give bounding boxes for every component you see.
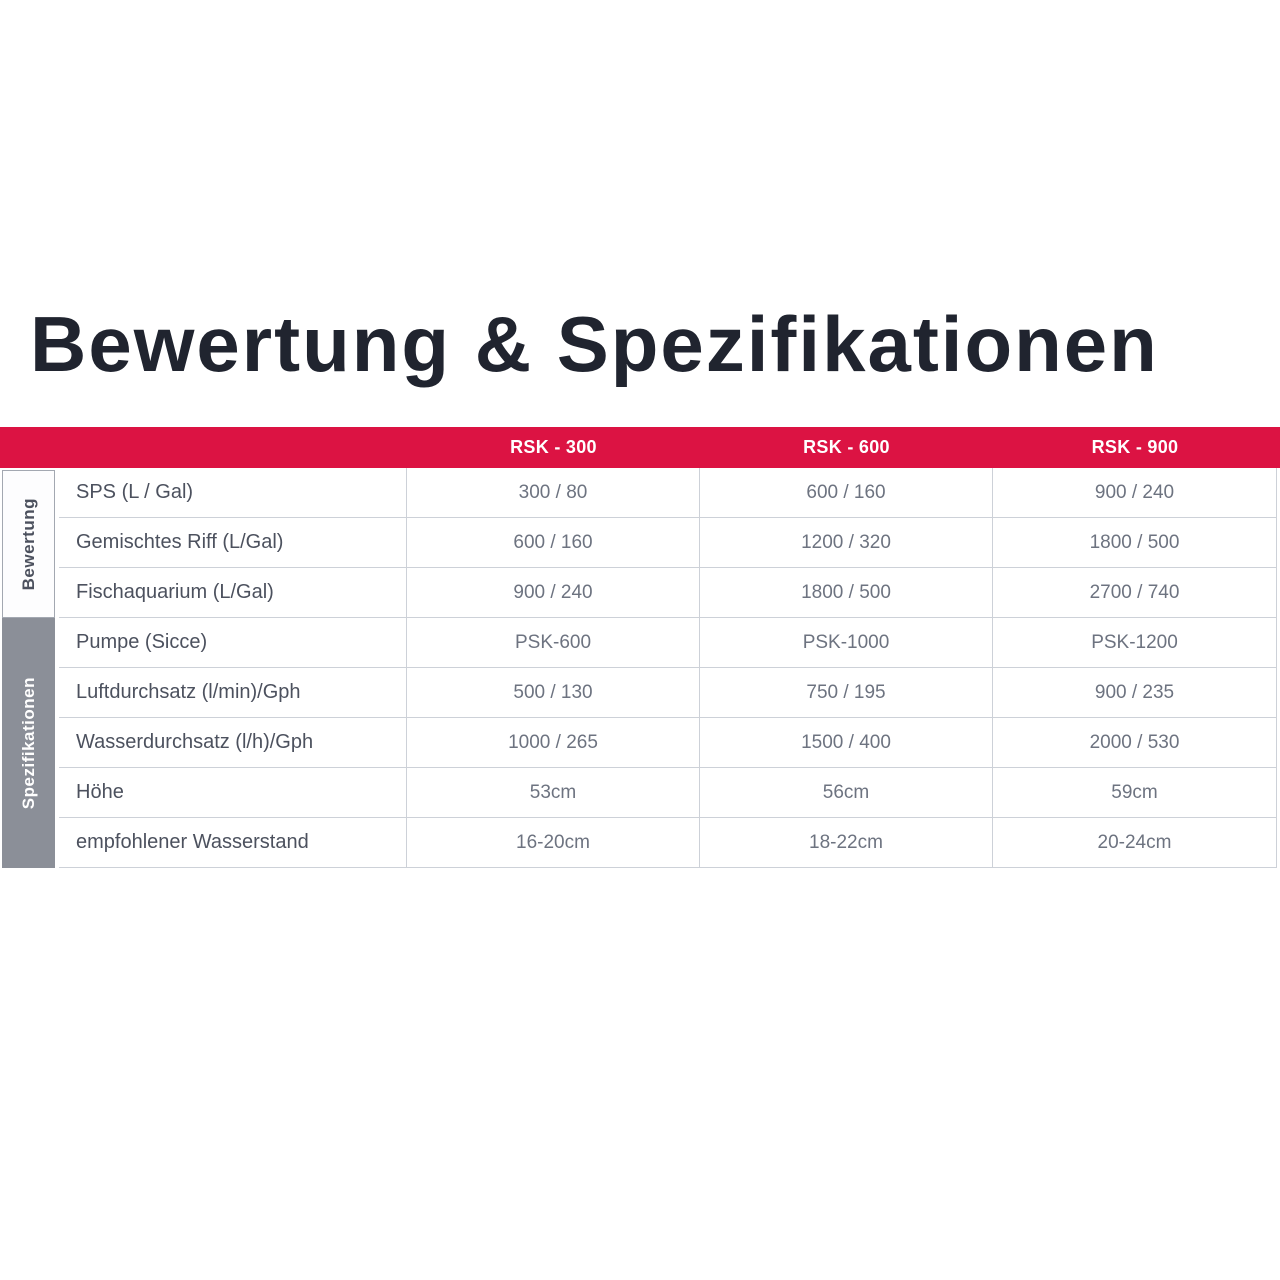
cell-value: 500 / 130: [407, 668, 700, 717]
cell-value: 18-22cm: [700, 818, 993, 867]
table-row-wasserstand: [59, 818, 1277, 868]
table-row-fischaquarium: [59, 568, 1277, 618]
group-label-bewertung: [2, 470, 55, 618]
cell-value: 1800 / 500: [993, 518, 1277, 567]
table-row-luftdurchsatz: [59, 668, 1277, 718]
row-label: Fischaquarium (L/Gal): [59, 568, 407, 617]
cell-value: 600 / 160: [407, 518, 700, 567]
column-header-rsk-600: RSK - 600: [803, 437, 890, 457]
cell-value: 750 / 195: [700, 668, 993, 717]
cell-value: 56cm: [700, 768, 993, 817]
row-label: SPS (L / Gal): [59, 468, 407, 517]
cell-value: 1000 / 265: [407, 718, 700, 767]
page-title: Bewertung & Spezifikationen: [30, 300, 1159, 388]
row-label: Höhe: [59, 768, 407, 817]
cell-value: PSK-1000: [700, 618, 993, 667]
row-label: Wasserdurchsatz (l/h)/Gph: [59, 718, 407, 767]
column-header-rsk-900: RSK - 900: [1091, 437, 1179, 457]
cell-value: 1800 / 500: [700, 568, 993, 617]
column-header-rsk-300: RSK - 300: [510, 437, 597, 457]
cell-value: 53cm: [407, 768, 700, 817]
row-label: Luftdurchsatz (l/min)/Gph: [59, 668, 407, 717]
cell-value: 600 / 160: [700, 468, 993, 517]
cell-value: 2700 / 740: [993, 568, 1277, 617]
cell-value: 2000 / 530: [993, 718, 1277, 767]
cell-value: 16-20cm: [407, 818, 700, 867]
row-label: Pumpe (Sicce): [59, 618, 407, 667]
group-label-text: Spezifikationen: [18, 676, 38, 810]
cell-value: PSK-600: [407, 618, 700, 667]
cell-value: 59cm: [993, 768, 1277, 817]
cell-value: 1200 / 320: [700, 518, 993, 567]
table-row-wasserdurchsatz: [59, 718, 1277, 768]
cell-value: 900 / 235: [993, 668, 1277, 717]
row-label: Gemischtes Riff (L/Gal): [59, 518, 407, 567]
cell-value: 1500 / 400: [700, 718, 993, 767]
table-row-gemischtes-riff: [59, 518, 1277, 568]
cell-value: PSK-1200: [993, 618, 1277, 667]
table-row-hoehe: [59, 768, 1277, 818]
cell-value: 900 / 240: [993, 468, 1277, 517]
group-label-spezifikationen: [2, 618, 55, 868]
cell-value: 300 / 80: [407, 468, 700, 517]
cell-value: 20-24cm: [993, 818, 1277, 867]
cell-value: 900 / 240: [407, 568, 700, 617]
table-row-pumpe: [59, 618, 1277, 668]
row-label: empfohlener Wasserstand: [59, 818, 407, 867]
group-label-text: Bewertung: [18, 497, 38, 591]
table-header-bar: [0, 427, 1280, 468]
table-row-sps: [59, 468, 1277, 518]
spec-table: [59, 468, 1277, 868]
